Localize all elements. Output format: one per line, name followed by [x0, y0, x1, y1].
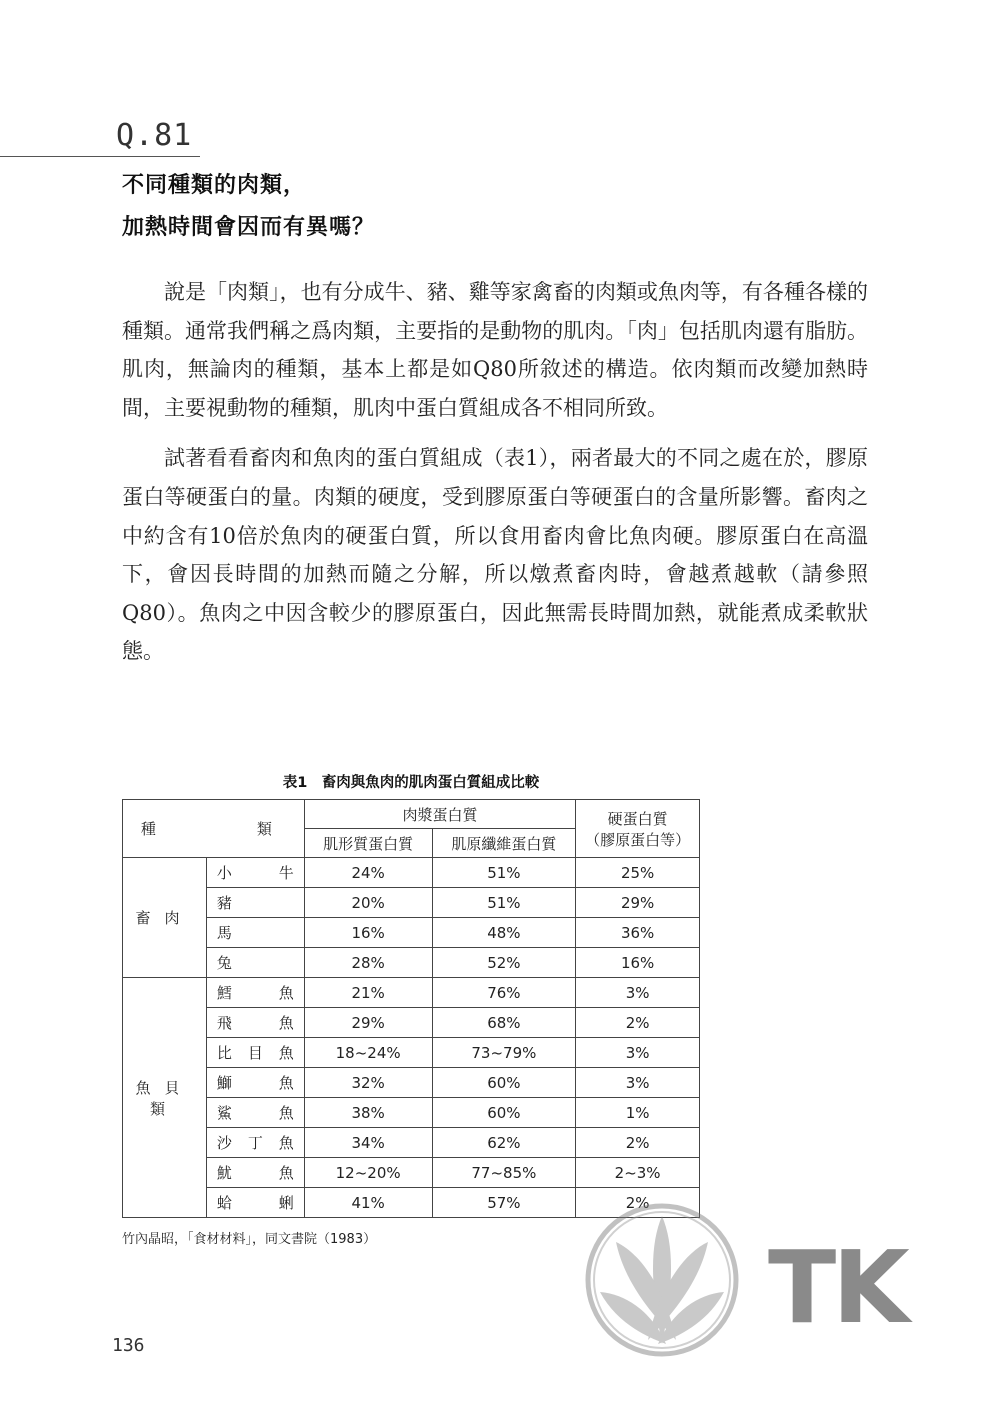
meat-name: 魷魚 — [206, 1158, 304, 1188]
table-row — [123, 1128, 700, 1158]
header-group: 肉漿蛋白質 — [304, 800, 575, 829]
meat-name: 馬 — [206, 918, 304, 948]
stroma-value: 29% — [576, 888, 700, 918]
paragraph: 說是「肉類」，也有分成牛、豬、雞等家禽畜的肉類或魚肉等，有各種各樣的種類。通常我們稱之爲肉類，主要指的是動物的肌肉。「肉」包括肌肉還有脂肪。肌肉，無論肉的種類，基本上都是如Q80所敘述的構造。依肉類而改變加熱時間，主要視動物的種類，肌肉中蛋白質組成各不相同所致。 — [122, 280, 868, 420]
group-label: 魚貝類 — [123, 978, 207, 1218]
stroma-value: 3% — [576, 1068, 700, 1098]
table-row — [123, 1038, 700, 1068]
sarcoplasmic-value: 28% — [304, 948, 432, 978]
header-col1: 肌形質蛋白質 — [304, 829, 432, 858]
myofibrillar-value: 62% — [432, 1128, 576, 1158]
meat-name: 小牛 — [206, 858, 304, 888]
sarcoplasmic-value: 32% — [304, 1068, 432, 1098]
table-row — [123, 888, 700, 918]
table-row — [123, 1098, 700, 1128]
sarcoplasmic-value: 34% — [304, 1128, 432, 1158]
meat-name: 比目魚 — [206, 1038, 304, 1068]
header-col3-line1: 硬蛋白質 — [607, 809, 668, 828]
table-caption: 表1 畜肉與魚肉的肌肉蛋白質組成比較 — [282, 775, 540, 791]
watermark-text: TK — [768, 1229, 906, 1346]
myofibrillar-value: 57% — [432, 1188, 576, 1218]
myofibrillar-value: 77~85% — [432, 1158, 576, 1188]
stroma-value: 2% — [576, 1188, 700, 1218]
table-row — [123, 918, 700, 948]
sarcoplasmic-value: 38% — [304, 1098, 432, 1128]
table-row — [123, 978, 700, 1008]
myofibrillar-value: 51% — [432, 888, 576, 918]
myofibrillar-value: 76% — [432, 978, 576, 1008]
sarcoplasmic-value: 21% — [304, 978, 432, 1008]
stroma-value: 25% — [576, 858, 700, 888]
stroma-value: 3% — [576, 1038, 700, 1068]
meat-name: 沙丁魚 — [206, 1128, 304, 1158]
meat-name: 兔 — [206, 948, 304, 978]
table-row — [123, 858, 700, 888]
myofibrillar-value: 52% — [432, 948, 576, 978]
sarcoplasmic-value: 41% — [304, 1188, 432, 1218]
stroma-value: 36% — [576, 918, 700, 948]
myofibrillar-value: 60% — [432, 1098, 576, 1128]
question-number: Q.81 — [116, 118, 193, 153]
paragraph: 試著看看畜肉和魚肉的蛋白質組成（表1），兩者最大的不同之處在於，膠原蛋白等硬蛋白的量。肉類的硬度，受到膠原蛋白等硬蛋白的含量所影響。畜肉之中約含有10倍於魚肉的硬蛋白質，所以食用畜肉會比魚肉硬。膠原蛋白在高溫下，會因長時間的加熱而隨之分解，所以燉煮畜肉時，會越煮越軟（請參照Q80）。魚肉之中因含較少的膠原蛋白，因此無需長時間加熱，就能煮成柔軟狀態。 — [122, 446, 868, 664]
meat-name: 鯊魚 — [206, 1098, 304, 1128]
protein-table — [122, 799, 700, 1218]
myofibrillar-value: 60% — [432, 1068, 576, 1098]
meat-name: 鱈魚 — [206, 978, 304, 1008]
stroma-value: 2% — [576, 1128, 700, 1158]
myofibrillar-value: 68% — [432, 1008, 576, 1038]
table-row — [123, 1158, 700, 1188]
sarcoplasmic-value: 29% — [304, 1008, 432, 1038]
question-underline — [0, 156, 200, 157]
meat-name: 鰤魚 — [206, 1068, 304, 1098]
table-row — [123, 1068, 700, 1098]
sarcoplasmic-value: 24% — [304, 858, 432, 888]
myofibrillar-value: 48% — [432, 918, 576, 948]
header-col3 — [576, 800, 700, 858]
header-col3-line2: （膠原蛋白等） — [585, 830, 691, 849]
sarcoplasmic-value: 12~20% — [304, 1158, 432, 1188]
table-header — [123, 800, 700, 858]
sarcoplasmic-value: 20% — [304, 888, 432, 918]
stroma-value: 3% — [576, 978, 700, 1008]
group-label: 畜肉 — [123, 858, 207, 978]
bamboo-leaf-circle-icon — [582, 1200, 742, 1360]
table-row — [123, 1008, 700, 1038]
table-source: 竹內晶昭，「食材材料」，同文書院（1983） — [122, 1232, 377, 1247]
page-number: 136 — [112, 1335, 145, 1356]
body-text — [122, 273, 868, 683]
sarcoplasmic-value: 16% — [304, 918, 432, 948]
myofibrillar-value: 51% — [432, 858, 576, 888]
question-title-line1: 不同種類的肉類， — [122, 173, 307, 198]
stroma-value: 2% — [576, 1008, 700, 1038]
stroma-value: 16% — [576, 948, 700, 978]
question-title-line2: 加熱時間會因而有異嗎？ — [122, 215, 376, 240]
stroma-value: 2~3% — [576, 1158, 700, 1188]
table-row — [123, 948, 700, 978]
meat-name: 飛魚 — [206, 1008, 304, 1038]
myofibrillar-value: 73~79% — [432, 1038, 576, 1068]
header-kind: 種 類 — [123, 800, 305, 858]
table-body — [123, 858, 700, 1218]
stroma-value: 1% — [576, 1098, 700, 1128]
meat-name: 蛤蜊 — [206, 1188, 304, 1218]
sarcoplasmic-value: 18~24% — [304, 1038, 432, 1068]
header-col2: 肌原纖維蛋白質 — [432, 829, 576, 858]
meat-name: 豬 — [206, 888, 304, 918]
